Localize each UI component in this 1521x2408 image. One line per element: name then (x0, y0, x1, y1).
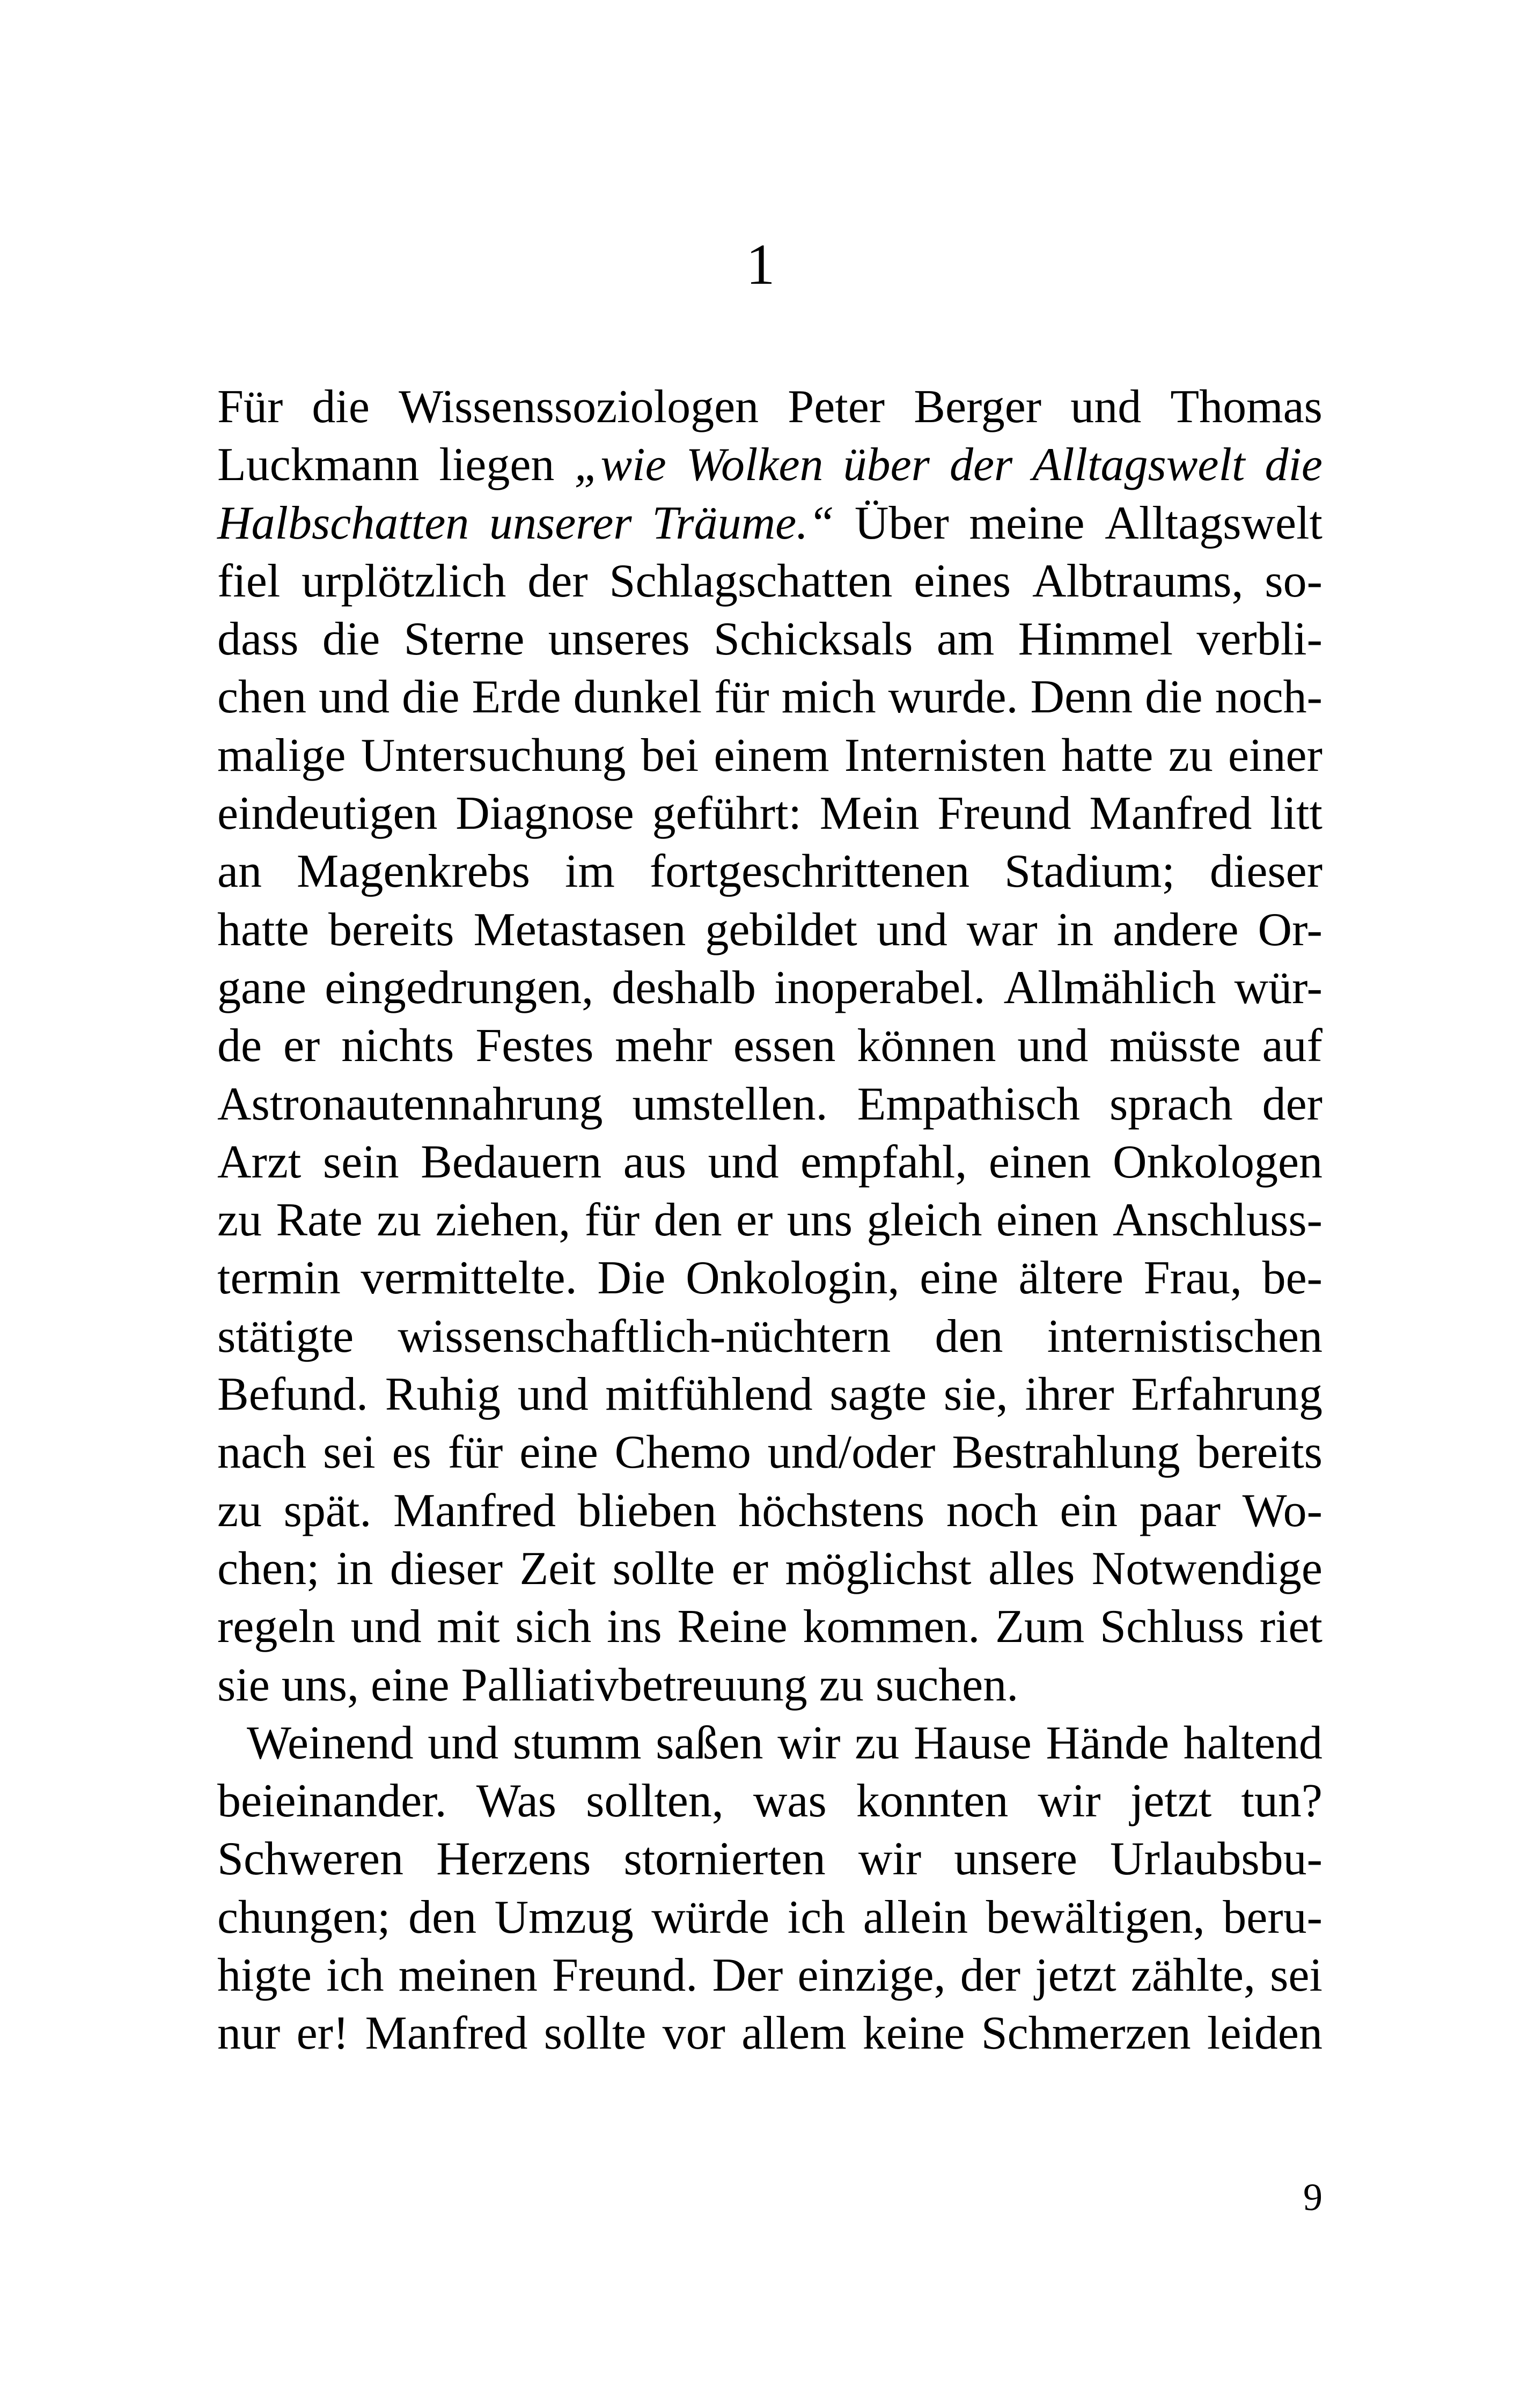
page-number: 9 (1303, 2176, 1322, 2219)
word: einen (996, 1194, 1099, 1247)
word: so- (1265, 555, 1322, 607)
word: Wolken (686, 439, 824, 491)
word: internistischen (1047, 1310, 1322, 1363)
word: einem (714, 729, 829, 782)
text-line (217, 1366, 1322, 1424)
word: stornierten (623, 1833, 826, 1886)
word: regeln (217, 1601, 335, 1653)
word: Peter (788, 381, 885, 433)
word: Schicksals (714, 613, 913, 666)
text-line (217, 1308, 1322, 1366)
word: blieben (577, 1484, 717, 1537)
word: wurde. (888, 671, 1018, 724)
text-line (217, 553, 1322, 610)
word: müsste (1109, 1020, 1241, 1072)
word: Freund (937, 787, 1071, 840)
word: gleich (866, 1194, 982, 1247)
word: eine (519, 1426, 598, 1479)
word: auf (1262, 1020, 1322, 1072)
word: Weinend (247, 1717, 414, 1769)
text-line (217, 668, 1322, 726)
word: „wie (574, 439, 666, 491)
word: Or- (1258, 903, 1322, 956)
text-line (217, 1424, 1322, 1482)
word: der (527, 555, 588, 607)
text-line (217, 436, 1322, 494)
word: liegen (439, 439, 555, 491)
word: mitfühlend (605, 1368, 813, 1421)
text-line (217, 1656, 1322, 1714)
word: saßen (656, 1717, 763, 1769)
word: inoperabel. (774, 961, 986, 1014)
word: möglichst (785, 1542, 972, 1595)
word: den (935, 1310, 1003, 1363)
word: ich (326, 1949, 384, 2002)
word: höchstens (738, 1484, 925, 1537)
text-line (217, 1889, 1322, 1947)
word: einen (988, 1136, 1091, 1188)
word: alles (988, 1542, 1075, 1595)
word: wir (858, 1833, 922, 1886)
word: suchen. (875, 1659, 1019, 1711)
word: jetzt (1035, 1949, 1116, 2002)
word: die (312, 381, 370, 433)
word: dieser (390, 1542, 503, 1595)
word: stätigte (217, 1310, 354, 1363)
word: es (392, 1426, 431, 1479)
word: Frau, (1143, 1252, 1242, 1305)
word: bewältigen, (986, 1891, 1205, 1943)
word: Schmerzen (981, 2007, 1191, 2060)
word: Anschluss- (1112, 1194, 1322, 1247)
word: in (1056, 903, 1094, 956)
word: geführt: (652, 787, 802, 840)
text-line (217, 1133, 1322, 1191)
word: Hände (1046, 1717, 1170, 1769)
word: Himmel (1018, 613, 1173, 666)
word: nur (217, 2007, 281, 2060)
word: zu (217, 1194, 262, 1247)
word: Über (854, 497, 949, 549)
word: tun? (1241, 1775, 1322, 1828)
word: sprach (1109, 1078, 1233, 1130)
word: Stadium; (1004, 845, 1175, 898)
word: spät. (283, 1484, 372, 1537)
word: mich (781, 671, 876, 724)
word: zu (217, 1484, 262, 1537)
word: den (653, 1194, 722, 1247)
word: Hause (913, 1717, 1032, 1769)
word: Rate (276, 1194, 363, 1247)
word: noch (946, 1484, 1038, 1537)
word: im (565, 845, 615, 898)
word: Schluss (1100, 1601, 1244, 1653)
word: stumm (512, 1717, 642, 1769)
word: eine (920, 1252, 998, 1305)
text-line (217, 901, 1322, 959)
word: zählte, (1130, 1949, 1255, 2002)
word: der (960, 1949, 1021, 2002)
word: eine (371, 1659, 450, 1711)
word: sie, (943, 1368, 1008, 1421)
word: wir (1038, 1775, 1101, 1828)
word: andere (1113, 903, 1239, 956)
word: er (731, 1542, 769, 1595)
word: Erfahrung (1131, 1368, 1322, 1421)
word: beieinander. (217, 1775, 447, 1828)
word: haltend (1183, 1717, 1322, 1769)
word: und (876, 903, 947, 956)
word: Denn (1030, 671, 1133, 724)
text-line (217, 1772, 1322, 1830)
word: fortgeschrittenen (649, 845, 970, 898)
word: meine (969, 497, 1085, 549)
text-line (217, 1191, 1322, 1249)
word: Die (597, 1252, 666, 1305)
text-line (217, 1947, 1322, 2005)
word: uns (787, 1194, 853, 1247)
word: Zeit (519, 1542, 596, 1595)
word: hatte (217, 903, 310, 956)
word: termin (217, 1252, 341, 1305)
word: Manfred (393, 1484, 556, 1537)
word: Wissenssoziologen (399, 381, 759, 433)
word: noch- (1215, 671, 1322, 724)
word: zu (1168, 729, 1213, 782)
word: sei (322, 1426, 376, 1479)
word: er! (296, 2007, 349, 2060)
word: Für (217, 381, 283, 433)
word: vor (662, 2007, 725, 2060)
word: Schweren (217, 1833, 403, 1886)
word: leiden (1207, 2007, 1322, 2060)
word: Freund. (552, 1949, 698, 2002)
text-line (217, 378, 1322, 436)
word: sein (322, 1136, 399, 1188)
word: Diagnose (455, 787, 634, 840)
word: sagte (829, 1368, 927, 1421)
word: ziehen, (435, 1194, 571, 1247)
word: Astronautennahrung (217, 1078, 603, 1130)
text-line (217, 727, 1322, 785)
word: Mein (819, 787, 920, 840)
word: sollte (612, 1542, 715, 1595)
text-line (217, 1076, 1322, 1133)
word: ins (606, 1601, 662, 1653)
word: Bedauern (421, 1136, 602, 1188)
word: die (322, 613, 380, 666)
word: wir (777, 1717, 841, 1769)
text-line (217, 1830, 1322, 1888)
word: bereits (1196, 1426, 1322, 1479)
text-line (217, 1598, 1322, 1656)
word: eingedrungen, (325, 961, 594, 1014)
word: Manfred (1089, 787, 1252, 840)
word: Untersuchung (361, 729, 626, 782)
word: dass (217, 613, 299, 666)
word: essen (733, 1020, 836, 1072)
word: wissenschaftlich-nüchtern (398, 1310, 891, 1363)
word: litt (1270, 787, 1322, 840)
body-text (217, 378, 1322, 2063)
word: Arzt (217, 1136, 302, 1188)
word: Träume.“ (652, 497, 835, 549)
word: Onkologin, (686, 1252, 900, 1305)
word: ältere (1018, 1252, 1123, 1305)
word: bei (641, 729, 699, 782)
word: die (402, 671, 460, 724)
word: Urlaubsbu- (1110, 1833, 1322, 1886)
word: keine (862, 2007, 965, 2060)
word: sollte (543, 2007, 646, 2060)
word: und (319, 671, 390, 724)
word: nichts (341, 1020, 454, 1072)
word: vermittelte. (361, 1252, 577, 1305)
word: Onkologen (1112, 1136, 1322, 1188)
word: und/oder (767, 1426, 936, 1479)
word: zu (819, 1659, 864, 1711)
word: sollten, (586, 1775, 724, 1828)
text-line (217, 1714, 1322, 1772)
word: chen (217, 671, 307, 724)
word: und (428, 1717, 499, 1769)
word: Allmählich (1003, 961, 1216, 1014)
word: Sterne (403, 613, 525, 666)
word: Alltagswelt (1032, 439, 1245, 491)
word: jetzt (1130, 1775, 1212, 1828)
word: mehr (615, 1020, 712, 1072)
word: gebildet (705, 903, 857, 956)
paragraph (217, 1714, 1322, 2063)
word: uns, (281, 1659, 359, 1711)
word: Manfred (365, 2007, 528, 2060)
word: der (1262, 1078, 1322, 1130)
word: einer (1228, 729, 1322, 782)
word: die (1265, 439, 1322, 491)
text-line (217, 959, 1322, 1017)
word: Reine (677, 1601, 788, 1653)
word: Notwendige (1091, 1542, 1322, 1595)
word: higte (217, 1949, 312, 2002)
word: zu (855, 1717, 900, 1769)
word: unserer (489, 497, 632, 549)
word: gane (217, 961, 307, 1014)
word: einzige, (797, 1949, 946, 2002)
word: Wo- (1242, 1484, 1322, 1537)
word: fiel (217, 555, 281, 607)
text-line (217, 1482, 1322, 1540)
word: nach (217, 1426, 307, 1479)
word: für (714, 671, 769, 724)
word: verbli- (1196, 613, 1322, 666)
paragraph (217, 378, 1322, 1714)
word: urplötzlich (302, 555, 506, 607)
word: dieser (1209, 845, 1322, 898)
word: unseres (548, 613, 690, 666)
word: was (753, 1775, 827, 1828)
word: allein (863, 1891, 968, 1943)
word: zu (377, 1194, 422, 1247)
word: er (736, 1194, 773, 1247)
word: er (283, 1020, 320, 1072)
text-line (217, 1017, 1322, 1075)
word: Albtraums, (1032, 555, 1244, 607)
word: an (217, 845, 262, 898)
word: Herzens (436, 1833, 591, 1886)
word: Zum (995, 1601, 1085, 1653)
word: den (408, 1891, 477, 1943)
word: empfahl, (800, 1136, 967, 1188)
word: und (517, 1368, 589, 1421)
word: aus (623, 1136, 687, 1188)
word: be- (1262, 1252, 1322, 1305)
word: Befund. (217, 1368, 369, 1421)
word: sei (1270, 1949, 1322, 2002)
word: Chemo (614, 1426, 751, 1479)
word: wür- (1234, 961, 1322, 1014)
word: Ruhig (385, 1368, 501, 1421)
word: und (1017, 1020, 1089, 1072)
word: Bestrahlung (952, 1426, 1180, 1479)
word: chungen; (217, 1891, 391, 1943)
word: Halbschatten (217, 497, 469, 549)
word: Berger (914, 381, 1042, 433)
word: bereits (328, 903, 454, 956)
word: Erde (472, 671, 561, 724)
word: in (336, 1542, 373, 1595)
text-line (217, 1540, 1322, 1598)
word: beru- (1223, 1891, 1322, 1943)
word: Schlagschatten (609, 555, 893, 607)
word: für (584, 1194, 640, 1247)
word: Luckmann (217, 439, 420, 491)
word: de (217, 1020, 262, 1072)
word: unsere (954, 1833, 1077, 1886)
word: am (936, 613, 995, 666)
word: und (708, 1136, 779, 1188)
chapter-number: 1 (746, 233, 775, 297)
word: ihrer (1025, 1368, 1114, 1421)
text-line (217, 610, 1322, 668)
word: können (857, 1020, 996, 1072)
word: Internisten (844, 729, 1047, 782)
word: kommen. (803, 1601, 980, 1653)
text-line (217, 1249, 1322, 1307)
word: Alltagswelt (1105, 497, 1322, 549)
word: Umzug (494, 1891, 634, 1943)
word: für (447, 1426, 503, 1479)
word: allem (741, 2007, 847, 2060)
text-line (217, 843, 1322, 901)
text-line (217, 785, 1322, 843)
text-line (217, 495, 1322, 553)
word: malige (217, 729, 346, 782)
word: umstellen. (632, 1078, 828, 1130)
word: ein (1060, 1484, 1118, 1537)
word: hatte (1061, 729, 1153, 782)
word: Magenkrebs (297, 845, 531, 898)
word: Empathisch (857, 1078, 1081, 1130)
word: eindeutigen (217, 787, 438, 840)
word: chen; (217, 1542, 320, 1595)
word: Thomas (1170, 381, 1322, 433)
word: meinen (398, 1949, 538, 2002)
word: paar (1139, 1484, 1221, 1537)
word: ich (787, 1891, 846, 1943)
word: über (843, 439, 930, 491)
word: Der (712, 1949, 783, 2002)
word: war (966, 903, 1038, 956)
word: Was (476, 1775, 557, 1828)
text-line (217, 2005, 1322, 2063)
word: würde (651, 1891, 770, 1943)
word: sich (515, 1601, 592, 1653)
word: deshalb (612, 961, 756, 1014)
word: riet (1259, 1601, 1322, 1653)
word: die (1145, 671, 1203, 724)
word: und (1070, 381, 1142, 433)
word: sie (217, 1659, 270, 1711)
word: dunkel (573, 671, 702, 724)
word: eines (914, 555, 1011, 607)
word: mit (437, 1601, 500, 1653)
word: und (350, 1601, 422, 1653)
word: Festes (475, 1020, 594, 1072)
word: der (950, 439, 1013, 491)
word: Palliativbetreuung (461, 1659, 807, 1711)
word: Metastasen (473, 903, 686, 956)
word: konnten (856, 1775, 1009, 1828)
